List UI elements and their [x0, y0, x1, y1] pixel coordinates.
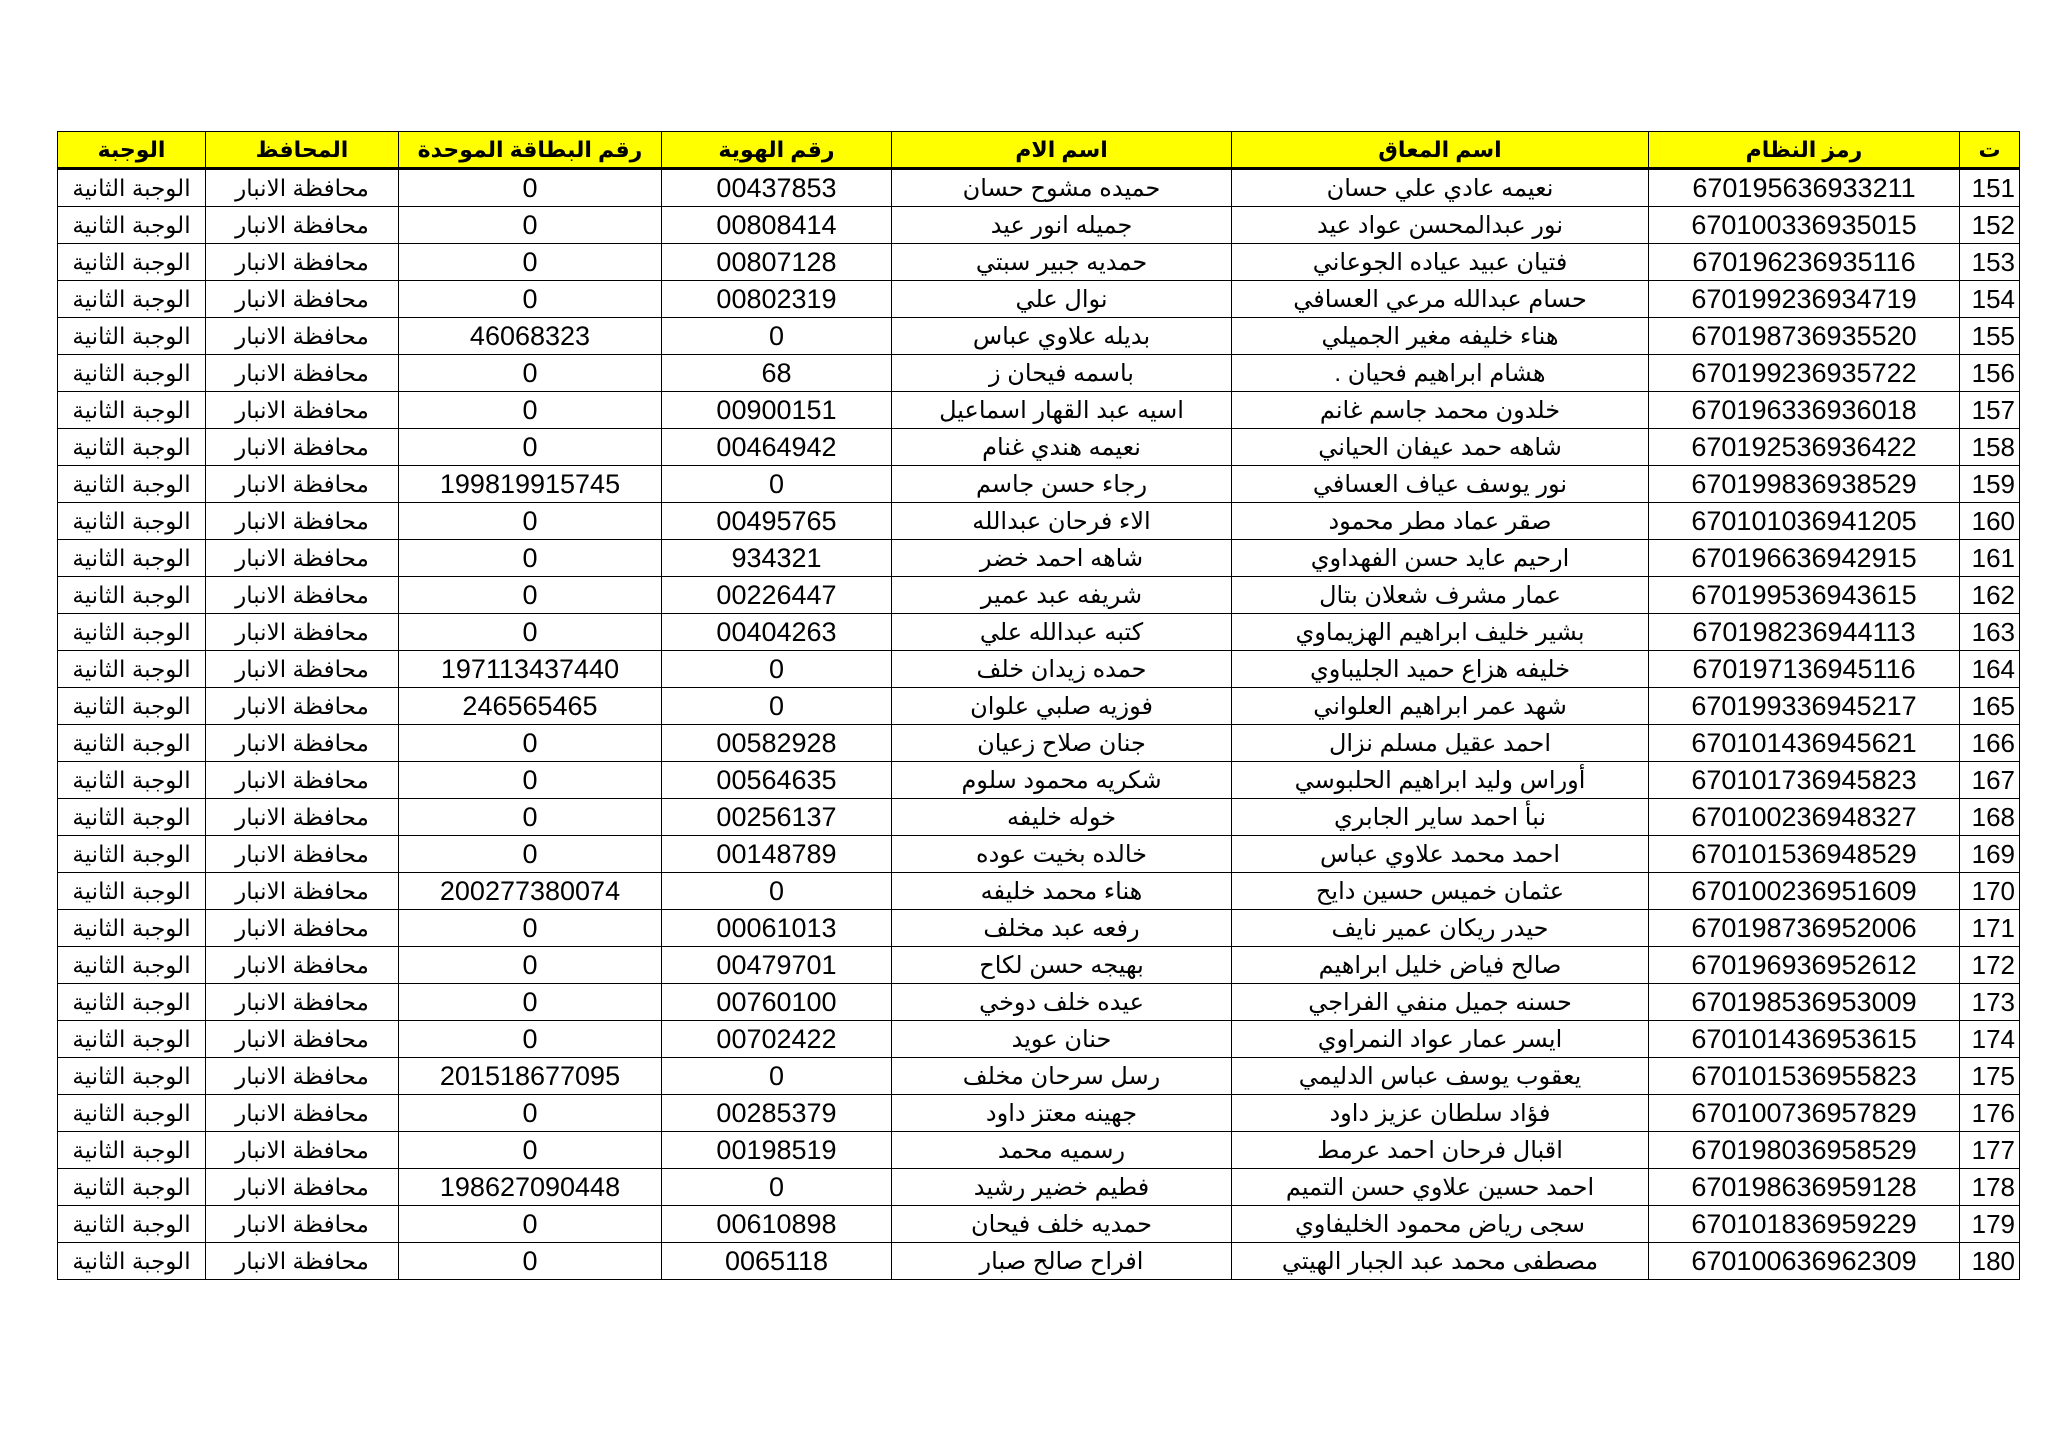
- table-row: [58, 392, 2020, 429]
- table-row: [58, 799, 2020, 836]
- cell-unified-card: 197113437440: [399, 651, 662, 688]
- table-row: [58, 540, 2020, 577]
- header-seq: ت: [1960, 132, 2020, 169]
- cell-system-code: 670101836959229: [1649, 1206, 1960, 1243]
- cell-unified-card: 0: [399, 762, 662, 799]
- cell-seq: 163: [1960, 614, 2020, 651]
- table-row: [58, 947, 2020, 984]
- cell-governorate: محافظة الانبار: [206, 1169, 399, 1206]
- cell-batch: الوجبة الثانية: [58, 762, 206, 799]
- cell-unified-card: 0: [399, 1021, 662, 1058]
- cell-system-code: 670101436945621: [1649, 725, 1960, 762]
- cell-system-code: 670101536955823: [1649, 1058, 1960, 1095]
- cell-batch: الوجبة الثانية: [58, 466, 206, 503]
- cell-unified-card: 0: [399, 1095, 662, 1132]
- cell-id-number: 0: [662, 688, 892, 725]
- cell-seq: 159: [1960, 466, 2020, 503]
- cell-unified-card: 0: [399, 244, 662, 281]
- cell-mother-name: باسمه فيحان ز: [892, 355, 1232, 392]
- cell-seq: 158: [1960, 429, 2020, 466]
- cell-mother-name: هناء محمد خليفه: [892, 873, 1232, 910]
- beneficiaries-table: [57, 131, 2020, 1280]
- cell-governorate: محافظة الانبار: [206, 910, 399, 947]
- table-row: [58, 169, 2020, 207]
- cell-governorate: محافظة الانبار: [206, 836, 399, 873]
- cell-disabled-name: احمد حسين علاوي حسن التميم: [1232, 1169, 1649, 1206]
- cell-id-number: 00802319: [662, 281, 892, 318]
- table-row: [58, 1206, 2020, 1243]
- cell-disabled-name: بشير خليف ابراهيم الهزيماوي: [1232, 614, 1649, 651]
- cell-mother-name: فطيم خضير رشيد: [892, 1169, 1232, 1206]
- table-row: [58, 873, 2020, 910]
- cell-batch: الوجبة الثانية: [58, 1169, 206, 1206]
- cell-id-number: 0: [662, 651, 892, 688]
- cell-disabled-name: شهد عمر ابراهيم العلواني: [1232, 688, 1649, 725]
- cell-unified-card: 0: [399, 984, 662, 1021]
- table-row: [58, 429, 2020, 466]
- cell-governorate: محافظة الانبار: [206, 540, 399, 577]
- cell-seq: 176: [1960, 1095, 2020, 1132]
- cell-seq: 168: [1960, 799, 2020, 836]
- cell-seq: 153: [1960, 244, 2020, 281]
- cell-governorate: محافظة الانبار: [206, 429, 399, 466]
- cell-system-code: 670100636962309: [1649, 1243, 1960, 1280]
- cell-unified-card: 0: [399, 392, 662, 429]
- cell-disabled-name: مصطفى محمد عبد الجبار الهيتي: [1232, 1243, 1649, 1280]
- cell-system-code: 670199836938529: [1649, 466, 1960, 503]
- cell-seq: 154: [1960, 281, 2020, 318]
- table-body: [58, 169, 2020, 1280]
- cell-mother-name: جميله انور عيد: [892, 207, 1232, 244]
- cell-system-code: 670100336935015: [1649, 207, 1960, 244]
- cell-disabled-name: ارحيم عايد حسن الفهداوي: [1232, 540, 1649, 577]
- cell-batch: الوجبة الثانية: [58, 651, 206, 688]
- cell-mother-name: نعيمه هندي غنام: [892, 429, 1232, 466]
- table-row: [58, 688, 2020, 725]
- cell-seq: 156: [1960, 355, 2020, 392]
- cell-id-number: 00464942: [662, 429, 892, 466]
- cell-batch: الوجبة الثانية: [58, 540, 206, 577]
- cell-governorate: محافظة الانبار: [206, 873, 399, 910]
- cell-mother-name: حمده زيدان خلف: [892, 651, 1232, 688]
- cell-system-code: 670199336945217: [1649, 688, 1960, 725]
- cell-mother-name: الاء فرحان عبدالله: [892, 503, 1232, 540]
- cell-batch: الوجبة الثانية: [58, 244, 206, 281]
- cell-governorate: محافظة الانبار: [206, 947, 399, 984]
- cell-disabled-name: اقبال فرحان احمد عرمط: [1232, 1132, 1649, 1169]
- cell-governorate: محافظة الانبار: [206, 355, 399, 392]
- cell-batch: الوجبة الثانية: [58, 725, 206, 762]
- cell-governorate: محافظة الانبار: [206, 169, 399, 207]
- cell-unified-card: 0: [399, 1132, 662, 1169]
- cell-mother-name: جنان صلاح زعيان: [892, 725, 1232, 762]
- cell-disabled-name: نبأ احمد ساير الجابري: [1232, 799, 1649, 836]
- cell-disabled-name: أوراس وليد ابراهيم الحلبوسي: [1232, 762, 1649, 799]
- cell-disabled-name: حيدر ريكان عمير نايف: [1232, 910, 1649, 947]
- table-row: [58, 1058, 2020, 1095]
- cell-disabled-name: احمد عقيل مسلم نزال: [1232, 725, 1649, 762]
- cell-mother-name: رجاء حسن جاسم: [892, 466, 1232, 503]
- cell-unified-card: 199819915745: [399, 466, 662, 503]
- cell-mother-name: شاهه احمد خضر: [892, 540, 1232, 577]
- cell-batch: الوجبة الثانية: [58, 281, 206, 318]
- cell-seq: 177: [1960, 1132, 2020, 1169]
- cell-seq: 152: [1960, 207, 2020, 244]
- cell-batch: الوجبة الثانية: [58, 318, 206, 355]
- cell-mother-name: خالده بخيت عوده: [892, 836, 1232, 873]
- cell-disabled-name: حسام عبدالله مرعي العسافي: [1232, 281, 1649, 318]
- table-row: [58, 281, 2020, 318]
- cell-system-code: 670197136945116: [1649, 651, 1960, 688]
- cell-mother-name: حميده مشوح حسان: [892, 169, 1232, 207]
- cell-seq: 161: [1960, 540, 2020, 577]
- cell-unified-card: 0: [399, 836, 662, 873]
- table-row: [58, 984, 2020, 1021]
- cell-governorate: محافظة الانبار: [206, 651, 399, 688]
- cell-mother-name: كتبه عبدالله علي: [892, 614, 1232, 651]
- cell-id-number: 00564635: [662, 762, 892, 799]
- cell-disabled-name: خلدون محمد جاسم غانم: [1232, 392, 1649, 429]
- cell-disabled-name: شاهه حمد عيفان الحياني: [1232, 429, 1649, 466]
- cell-unified-card: 198627090448: [399, 1169, 662, 1206]
- cell-disabled-name: سجى رياض محمود الخليفاوي: [1232, 1206, 1649, 1243]
- cell-seq: 165: [1960, 688, 2020, 725]
- cell-mother-name: بديله علاوي عباس: [892, 318, 1232, 355]
- cell-id-number: 934321: [662, 540, 892, 577]
- cell-seq: 151: [1960, 169, 2020, 207]
- table-row: [58, 910, 2020, 947]
- cell-id-number: 00495765: [662, 503, 892, 540]
- cell-disabled-name: عمار مشرف شعلان بتال: [1232, 577, 1649, 614]
- table-row: [58, 207, 2020, 244]
- table-row: [58, 1132, 2020, 1169]
- cell-governorate: محافظة الانبار: [206, 725, 399, 762]
- cell-governorate: محافظة الانبار: [206, 984, 399, 1021]
- cell-system-code: 670199536943615: [1649, 577, 1960, 614]
- table-row: [58, 1243, 2020, 1280]
- cell-system-code: 670101536948529: [1649, 836, 1960, 873]
- cell-unified-card: 0: [399, 169, 662, 207]
- cell-seq: 166: [1960, 725, 2020, 762]
- cell-governorate: محافظة الانبار: [206, 1206, 399, 1243]
- cell-disabled-name: نعيمه عادي علي حسان: [1232, 169, 1649, 207]
- cell-id-number: 00582928: [662, 725, 892, 762]
- cell-batch: الوجبة الثانية: [58, 577, 206, 614]
- cell-seq: 157: [1960, 392, 2020, 429]
- cell-governorate: محافظة الانبار: [206, 1132, 399, 1169]
- cell-seq: 164: [1960, 651, 2020, 688]
- table-row: [58, 503, 2020, 540]
- cell-system-code: 670195636933211: [1649, 169, 1960, 207]
- table-row: [58, 762, 2020, 799]
- cell-mother-name: فوزيه صلبي علوان: [892, 688, 1232, 725]
- cell-system-code: 670199236935722: [1649, 355, 1960, 392]
- cell-governorate: محافظة الانبار: [206, 318, 399, 355]
- cell-governorate: محافظة الانبار: [206, 762, 399, 799]
- cell-mother-name: حمديه جبير سبتي: [892, 244, 1232, 281]
- table-row: [58, 614, 2020, 651]
- cell-seq: 171: [1960, 910, 2020, 947]
- cell-seq: 174: [1960, 1021, 2020, 1058]
- header-mother-name: اسم الام: [892, 132, 1232, 169]
- cell-system-code: 670198536953009: [1649, 984, 1960, 1021]
- cell-id-number: 00760100: [662, 984, 892, 1021]
- table-row: [58, 1095, 2020, 1132]
- cell-mother-name: حمديه خلف فيحان: [892, 1206, 1232, 1243]
- table-row: [58, 318, 2020, 355]
- cell-id-number: 00479701: [662, 947, 892, 984]
- cell-id-number: 00702422: [662, 1021, 892, 1058]
- table-row: [58, 244, 2020, 281]
- cell-batch: الوجبة الثانية: [58, 614, 206, 651]
- cell-id-number: 68: [662, 355, 892, 392]
- cell-disabled-name: نور يوسف عياف العسافي: [1232, 466, 1649, 503]
- cell-disabled-name: احمد محمد علاوي عباس: [1232, 836, 1649, 873]
- cell-unified-card: 0: [399, 577, 662, 614]
- cell-disabled-name: هناء خليفه مغير الجميلي: [1232, 318, 1649, 355]
- table-row: [58, 466, 2020, 503]
- cell-seq: 180: [1960, 1243, 2020, 1280]
- cell-batch: الوجبة الثانية: [58, 1206, 206, 1243]
- cell-id-number: 00807128: [662, 244, 892, 281]
- cell-batch: الوجبة الثانية: [58, 503, 206, 540]
- table-row: [58, 577, 2020, 614]
- cell-governorate: محافظة الانبار: [206, 1021, 399, 1058]
- cell-system-code: 670198736952006: [1649, 910, 1960, 947]
- cell-system-code: 670198736935520: [1649, 318, 1960, 355]
- cell-id-number: 00061013: [662, 910, 892, 947]
- cell-batch: الوجبة الثانية: [58, 910, 206, 947]
- cell-system-code: 670100736957829: [1649, 1095, 1960, 1132]
- cell-batch: الوجبة الثانية: [58, 984, 206, 1021]
- cell-seq: 167: [1960, 762, 2020, 799]
- cell-unified-card: 0: [399, 281, 662, 318]
- cell-mother-name: رسميه محمد: [892, 1132, 1232, 1169]
- cell-disabled-name: صالح فياض خليل ابراهيم: [1232, 947, 1649, 984]
- cell-disabled-name: صقر عماد مطر محمود: [1232, 503, 1649, 540]
- cell-disabled-name: حسنه جميل منفي الفراجي: [1232, 984, 1649, 1021]
- cell-id-number: 00285379: [662, 1095, 892, 1132]
- cell-unified-card: 200277380074: [399, 873, 662, 910]
- cell-unified-card: 201518677095: [399, 1058, 662, 1095]
- table-row: [58, 651, 2020, 688]
- cell-mother-name: عيده خلف دوخي: [892, 984, 1232, 1021]
- cell-system-code: 670100236951609: [1649, 873, 1960, 910]
- cell-system-code: 670196236935116: [1649, 244, 1960, 281]
- cell-system-code: 670101436953615: [1649, 1021, 1960, 1058]
- cell-disabled-name: خليفه هزاع حميد الجليباوي: [1232, 651, 1649, 688]
- table-row: [58, 1169, 2020, 1206]
- cell-system-code: 670196336936018: [1649, 392, 1960, 429]
- cell-batch: الوجبة الثانية: [58, 1243, 206, 1280]
- cell-unified-card: 0: [399, 1243, 662, 1280]
- cell-mother-name: نوال علي: [892, 281, 1232, 318]
- cell-unified-card: 0: [399, 540, 662, 577]
- cell-unified-card: 0: [399, 429, 662, 466]
- cell-id-number: 00148789: [662, 836, 892, 873]
- cell-seq: 175: [1960, 1058, 2020, 1095]
- cell-system-code: 670192536936422: [1649, 429, 1960, 466]
- cell-seq: 160: [1960, 503, 2020, 540]
- cell-system-code: 670199236934719: [1649, 281, 1960, 318]
- table-row: [58, 725, 2020, 762]
- cell-unified-card: 0: [399, 1206, 662, 1243]
- cell-unified-card: 246565465: [399, 688, 662, 725]
- cell-governorate: محافظة الانبار: [206, 281, 399, 318]
- cell-seq: 169: [1960, 836, 2020, 873]
- cell-system-code: 670196636942915: [1649, 540, 1960, 577]
- cell-batch: الوجبة الثانية: [58, 873, 206, 910]
- cell-governorate: محافظة الانبار: [206, 614, 399, 651]
- cell-batch: الوجبة الثانية: [58, 947, 206, 984]
- cell-system-code: 670198036958529: [1649, 1132, 1960, 1169]
- cell-seq: 170: [1960, 873, 2020, 910]
- cell-disabled-name: نور عبدالمحسن عواد عيد: [1232, 207, 1649, 244]
- cell-seq: 155: [1960, 318, 2020, 355]
- cell-system-code: 670196936952612: [1649, 947, 1960, 984]
- cell-id-number: 0: [662, 1169, 892, 1206]
- cell-mother-name: جهينه معتز داود: [892, 1095, 1232, 1132]
- cell-batch: الوجبة الثانية: [58, 1132, 206, 1169]
- cell-mother-name: حنان عويد: [892, 1021, 1232, 1058]
- header-system-code: رمز النظام: [1649, 132, 1960, 169]
- cell-governorate: محافظة الانبار: [206, 799, 399, 836]
- cell-mother-name: افراح صالح صبار: [892, 1243, 1232, 1280]
- cell-mother-name: خوله خليفه: [892, 799, 1232, 836]
- cell-id-number: 0: [662, 318, 892, 355]
- header-governorate: المحافظ: [206, 132, 399, 169]
- cell-unified-card: 0: [399, 910, 662, 947]
- cell-mother-name: اسيه عبد القهار اسماعيل: [892, 392, 1232, 429]
- cell-governorate: محافظة الانبار: [206, 503, 399, 540]
- cell-disabled-name: يعقوب يوسف عباس الدليمي: [1232, 1058, 1649, 1095]
- cell-governorate: محافظة الانبار: [206, 1095, 399, 1132]
- cell-seq: 162: [1960, 577, 2020, 614]
- header-disabled-name: اسم المعاق: [1232, 132, 1649, 169]
- cell-system-code: 670101736945823: [1649, 762, 1960, 799]
- cell-mother-name: رفعه عبد مخلف: [892, 910, 1232, 947]
- cell-governorate: محافظة الانبار: [206, 577, 399, 614]
- cell-governorate: محافظة الانبار: [206, 392, 399, 429]
- cell-unified-card: 0: [399, 355, 662, 392]
- cell-seq: 178: [1960, 1169, 2020, 1206]
- header-unified-card: رقم البطاقة الموحدة: [399, 132, 662, 169]
- cell-batch: الوجبة الثانية: [58, 355, 206, 392]
- cell-id-number: 00808414: [662, 207, 892, 244]
- cell-disabled-name: فتيان عبيد عياده الجوعاني: [1232, 244, 1649, 281]
- cell-seq: 179: [1960, 1206, 2020, 1243]
- cell-mother-name: رسل سرحان مخلف: [892, 1058, 1232, 1095]
- cell-governorate: محافظة الانبار: [206, 207, 399, 244]
- cell-mother-name: شكريه محمود سلوم: [892, 762, 1232, 799]
- header-row: [58, 132, 2020, 169]
- cell-id-number: 00900151: [662, 392, 892, 429]
- header-id-number: رقم الهوية: [662, 132, 892, 169]
- cell-unified-card: 0: [399, 207, 662, 244]
- cell-system-code: 670198636959128: [1649, 1169, 1960, 1206]
- table-row: [58, 1021, 2020, 1058]
- cell-unified-card: 0: [399, 614, 662, 651]
- cell-batch: الوجبة الثانية: [58, 1021, 206, 1058]
- cell-unified-card: 0: [399, 503, 662, 540]
- cell-id-number: 00256137: [662, 799, 892, 836]
- cell-batch: الوجبة الثانية: [58, 836, 206, 873]
- cell-system-code: 670101036941205: [1649, 503, 1960, 540]
- table-row: [58, 355, 2020, 392]
- cell-id-number: 00404263: [662, 614, 892, 651]
- cell-mother-name: بهيجه حسن لكاح: [892, 947, 1232, 984]
- cell-governorate: محافظة الانبار: [206, 244, 399, 281]
- cell-disabled-name: ايسر عمار عواد النمراوي: [1232, 1021, 1649, 1058]
- cell-disabled-name: هشام ابراهيم فحيان .: [1232, 355, 1649, 392]
- cell-batch: الوجبة الثانية: [58, 799, 206, 836]
- table-row: [58, 836, 2020, 873]
- cell-id-number: 00226447: [662, 577, 892, 614]
- cell-batch: الوجبة الثانية: [58, 429, 206, 466]
- cell-unified-card: 0: [399, 947, 662, 984]
- cell-batch: الوجبة الثانية: [58, 392, 206, 429]
- cell-id-number: 0: [662, 466, 892, 503]
- cell-unified-card: 0: [399, 799, 662, 836]
- cell-disabled-name: فؤاد سلطان عزيز داود: [1232, 1095, 1649, 1132]
- cell-governorate: محافظة الانبار: [206, 1243, 399, 1280]
- cell-mother-name: شريفه عبد عمير: [892, 577, 1232, 614]
- cell-id-number: 0: [662, 873, 892, 910]
- cell-batch: الوجبة الثانية: [58, 169, 206, 207]
- cell-governorate: محافظة الانبار: [206, 688, 399, 725]
- cell-batch: الوجبة الثانية: [58, 1058, 206, 1095]
- cell-batch: الوجبة الثانية: [58, 207, 206, 244]
- cell-id-number: 0: [662, 1058, 892, 1095]
- cell-id-number: 00198519: [662, 1132, 892, 1169]
- cell-system-code: 670198236944113: [1649, 614, 1960, 651]
- cell-id-number: 00610898: [662, 1206, 892, 1243]
- cell-unified-card: 46068323: [399, 318, 662, 355]
- cell-unified-card: 0: [399, 725, 662, 762]
- cell-disabled-name: عثمان خميس حسين دايح: [1232, 873, 1649, 910]
- cell-governorate: محافظة الانبار: [206, 1058, 399, 1095]
- cell-batch: الوجبة الثانية: [58, 688, 206, 725]
- cell-seq: 173: [1960, 984, 2020, 1021]
- cell-seq: 172: [1960, 947, 2020, 984]
- cell-batch: الوجبة الثانية: [58, 1095, 206, 1132]
- cell-id-number: 00437853: [662, 169, 892, 207]
- cell-id-number: 0065118: [662, 1243, 892, 1280]
- header-batch: الوجبة: [58, 132, 206, 169]
- cell-system-code: 670100236948327: [1649, 799, 1960, 836]
- cell-governorate: محافظة الانبار: [206, 466, 399, 503]
